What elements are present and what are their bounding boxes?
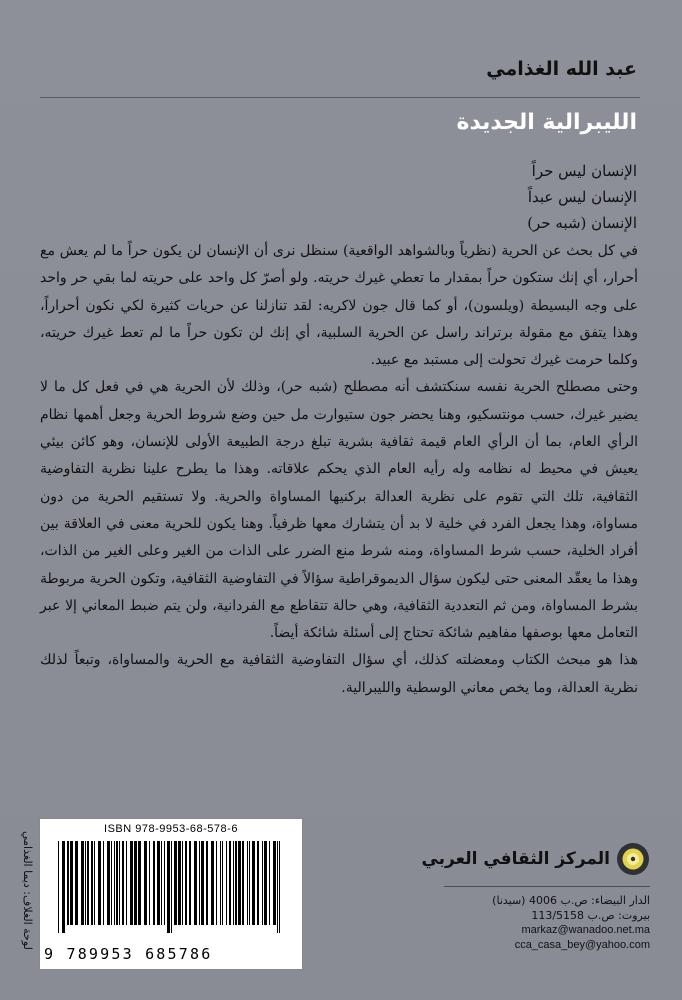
barcode-icon <box>56 841 286 933</box>
barcode-box <box>39 818 303 970</box>
publisher-email: cca_casa_bey@yahoo.com <box>514 939 650 951</box>
publisher-email: markaz@wanadoo.net.ma <box>521 924 650 936</box>
publisher-address: بيروت: ص.ب 113/5158 <box>531 909 650 922</box>
publisher-contact <box>421 893 650 953</box>
epigraph-line: الإنسان ليس عبداً <box>527 188 637 206</box>
isbn-label: ISBN 978-9953-68-578-6 <box>104 823 238 835</box>
blurb <box>40 238 638 702</box>
author-name: عبد الله الغذامي <box>486 58 637 80</box>
publisher-block <box>421 842 650 953</box>
blurb-paragraph: وحتى مصطلح الحرية نفسه سنكتشف أنه مصطلح (شبه حر)، وذلك لأن الحرية هي في فعل كل ما لا يضير غيرك، حسب مونتسكيو، وهنا يحضر جون ستيوارت مل حين وضع شروط الحرية وجعل أهمها نظام الرأي العام، بما أن الرأي العام قيمة ثقافية بشرية تبلغ درجة الطبيعة الأولى للإنسان، وهو كائن بيئي يعيش في محيط له نظامه وله رأيه العام الذي يحكم علاقاته. وهذا ما يطرح علينا نظرية التفاوضية الثقافية، تلك التي تقوم على نظرية العدالة بركنيها المساواة والحرية. ولا تستقيم الحرية من دون مساواة، وهذا يجعل الفرد في خلية لا بد أن يتشارك معها ظرفياً. وهنا يكون للحرية معنى في العلاقة بين أفراد الخلية، حسب شرط المساواة، ومنه شرط منع الضرر على الذات من الغير وعلى الغير من الذات، وهذا ما يعقّد المعنى حتى ليكون سؤال الديموقراطية سؤالاً في التفاوضية الثقافية، وتكون الحرية مربوطة بشرط المساواة، ومن ثم التعددية الثقافية، وهي حالة تتقاطع مع الفردانية، ولن يتم ضبط المعاني إلا عبر التعامل معها بوصفها مفاهيم شائكة تحتاج إلى أسئلة شائكة أيضاً. <box>40 379 638 642</box>
header-divider <box>40 97 640 98</box>
publisher-divider <box>444 886 650 887</box>
publisher-address: الدار البيضاء: ص.ب 4006 (سيدنا) <box>492 894 650 907</box>
epigraph-line: الإنسان ليس حراً <box>531 162 637 180</box>
publisher-name: المركز الثقافي العربي <box>421 849 610 869</box>
epigraph <box>527 158 637 236</box>
epigraph-line: الإنسان (شبه حر) <box>527 214 637 232</box>
publisher-header <box>421 842 650 876</box>
barcode-number: 9 789953 685786 <box>44 945 213 963</box>
book-title: الليبرالية الجديدة <box>456 110 637 135</box>
blurb-paragraph: هذا هو مبحث الكتاب ومعضلته كذلك، أي سؤال التفاوضية الثقافية مع الحرية والمساواة، وتبعاً لذلك نظرية العدالة، وما يخص معاني الوسطية والليبرالية. <box>40 652 638 696</box>
cover-art-credit: لوحة الغلاف: ديما الغذامي <box>21 831 34 950</box>
publisher-logo-icon <box>616 842 650 876</box>
blurb-paragraph: في كل بحث عن الحرية (نظرياً وبالشواهد الواقعية) سنظل نرى أن الإنسان لن يكون حراً ما لم يعش مع أحرار، أي إنك ستكون حراً بمقدار ما تعطي غيرك حريته. ولو أصرّ كل واحد على حريته لما بقي حر واحد على وجه البسيطة (ويلسون)، أو كما قال جون لاكريه: لقد تنازلنا عن حريات كثيرة لكي نكون أحراراً، وهذا يتفق مع مقولة برتراند راسل عن الحرية السلبية، أي إنك لن تكون حراً ما لم تعط غيرك حريته، وكلما حرمت غيرك تحولت إلى مستبد مع عبيد. <box>40 243 638 369</box>
